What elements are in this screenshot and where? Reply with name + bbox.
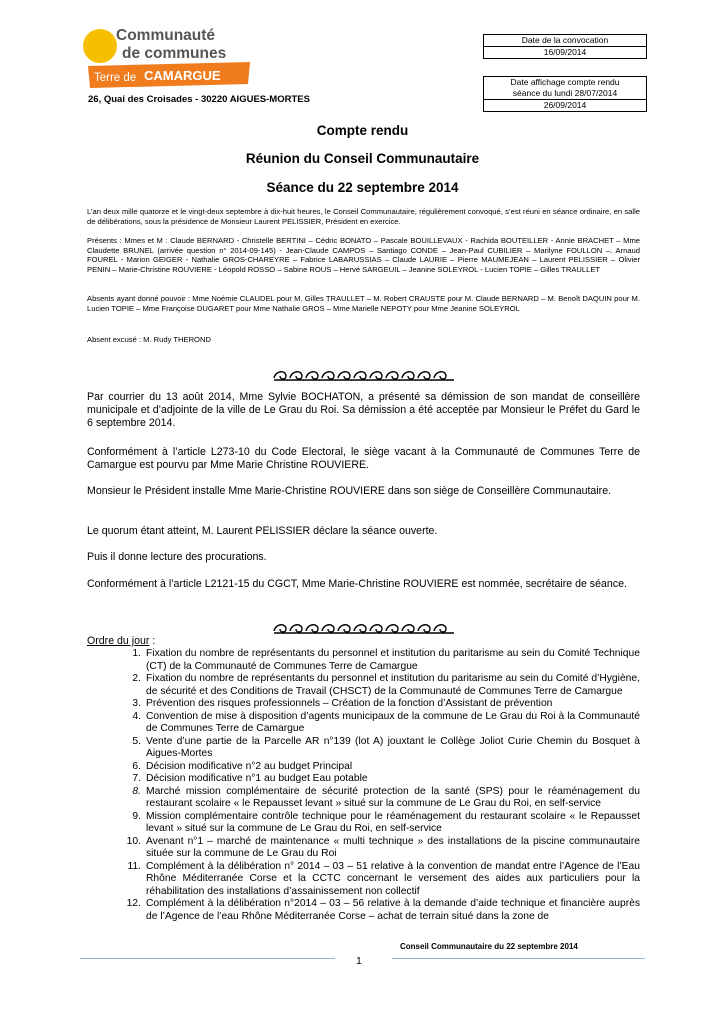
- agenda-item-number: 1.: [132, 648, 141, 659]
- agenda-item: [87, 836, 640, 861]
- agenda-item: [87, 773, 640, 786]
- title-reunion: Réunion du Conseil Communautaire: [245, 151, 480, 166]
- agenda-item-text: Complément à la délibération n° 2014 – 03 – 51 relative à la convention de mandat entre l’Agence de l’Eau Rhône Méditerranée Corse et la CCTC concernant le versement des aides aux particuliers pour la réhabilitation des installations d’assainissement non collectif: [146, 860, 640, 897]
- agenda-item-text: Convention de mise à disposition d’agents municipaux de la commune de Le Grau du Roi à la Communauté de Communes Terre de Camargue: [146, 710, 640, 734]
- paragraph-siege-vacant: Conformément à l’article L273-10 du Code Electoral, le siège vacant à la Communauté de Communes Terre de Camargue est pourvu par Mme Marie Christine ROUVIERE.: [87, 446, 640, 471]
- agenda-item: [87, 673, 640, 698]
- paragraph-demission: Par courrier du 13 août 2014, Mme Sylvie BOCHATON, a présenté sa démission de son mandat de conseillère municipale et d’adjointe de la ville de Le Grau du Roi. Sa démission a été acceptée par Monsieur le Préfet du Gard le 6 septembre 2014.: [87, 391, 640, 429]
- intro-opening: L’an deux mille quatorze et le vingt-deux septembre à dix-huit heures, le Conseil Communautaire, régulièrement convoqué, s’est réuni en séance ordinaire, en salle de délibérations, sous la présidence de Monsieur Laurent PELISSIER, Président en exercice.: [87, 207, 640, 226]
- agenda-item-text: Complément à la délibération n°2014 – 03 – 56 relative à la demande d’aide technique et financière auprès de l’Agence de l’eau Rhône Méditerranée Corse – achat de terrain situé dans la zone de: [146, 898, 640, 922]
- footer-title: Conseil Communautaire du 22 septembre 2014: [400, 942, 578, 951]
- convocation-label: Date de la convocation: [484, 35, 646, 47]
- agenda-item: [87, 736, 640, 761]
- agenda-item-number: 12.: [126, 898, 141, 909]
- communaute-logo: [80, 24, 252, 90]
- footer-rule-right: [392, 958, 645, 959]
- footer-rule-left: [80, 958, 335, 959]
- agenda-item-text: Mission complémentaire contrôle technique pour le réaménagement du restaurant scolaire « le Repausset levant » situé sur la commune de Le Grau du Roi, en self-service: [146, 810, 640, 834]
- agenda-heading: [87, 635, 155, 647]
- agenda-item-number: 5.: [132, 735, 141, 747]
- affichage-label-2: séance du lundi 28/07/2014: [484, 88, 646, 100]
- title-seance: Séance du 22 septembre 2014: [266, 180, 459, 195]
- intro-presents: Présents : Mmes et M : Claude BERNARD - Christelle BERTINI – Cédric BONATO – Pascale BOUILLEVAUX - Rachida BOUTEILLER - Annie BRACHET – Mme Claudette BRUNEL (arrivée question n° 2014-09-145) - Jean-Claude CAMPOS – Santiago CONDE – Jean-Paul CUBILIER – Marilyne FOULLON –. Arnaud FOUREL - Marion GEIGER - Nathalie GROS-CHAREYRE – Fabrice LABARUSSIAS – Claude LAURIE – Pierre MAUMEJEAN – Laurent PELISSIER – Olivier PENIN – Marie-Christine ROUVIERE - Léopold ROSSO – Sabine ROUS – Hervé SARGEUIL – Jeanine SOLEYROL - Lucien TOPIE – Gilles TRAULLET: [87, 236, 640, 274]
- agenda-item-text: Décision modificative n°2 au budget Principal: [146, 760, 353, 772]
- convocation-date: 16/09/2014: [543, 47, 587, 57]
- title-compte-rendu: Compte rendu: [316, 123, 409, 138]
- paragraph-procurations: Puis il donne lecture des procurations.: [87, 551, 267, 563]
- agenda-label-suffix: :: [149, 635, 156, 647]
- address: 26, Quai des Croisades - 30220 AIGUES-MORTES: [88, 94, 310, 105]
- agenda-item-text: Décision modificative n°1 au budget Eau potable: [146, 773, 368, 784]
- logo-line1: Communauté: [116, 27, 216, 44]
- logo-line3b: CAMARGUE: [144, 68, 221, 83]
- agenda-item-text: Prévention des risques professionnels – Création de la fonction d’Assistant de prévention: [146, 698, 553, 709]
- paragraph-secretaire: Conformément à l’article L2121-15 du CGCT, Mme Marie-Christine ROUVIERE est nommée, secrétaire de séance.: [87, 578, 627, 590]
- agenda-item-number: 8.: [132, 785, 141, 797]
- agenda-item-number: 4.: [132, 710, 141, 722]
- agenda-item-number: 9.: [132, 810, 141, 822]
- paragraph-quorum: Le quorum étant atteint, M. Laurent PELISSIER déclare la séance ouverte.: [87, 525, 438, 537]
- logo-line2: de communes: [122, 45, 227, 62]
- affichage-box: [483, 76, 647, 112]
- agenda-item: [87, 761, 640, 774]
- page-number: 1: [356, 955, 362, 967]
- intro-excuse: Absent excusé : M. Rudy THEROND: [87, 335, 211, 344]
- agenda-item-number: 10.: [126, 835, 141, 847]
- logo-sun-shape: [83, 29, 117, 63]
- agenda-item-text: Fixation du nombre de représentants du personnel et institution du paritarisme au sein du Comité d’Hygiène, de sécurité et des Conditions de Travail (CHSCT) de la Communauté de Communes Terre de Camargue: [146, 673, 640, 697]
- agenda-item-number: 7.: [132, 773, 141, 784]
- agenda-item-number: 3.: [132, 698, 141, 709]
- convocation-box: [483, 34, 647, 59]
- agenda-item: [87, 648, 640, 673]
- agenda-item: [87, 811, 640, 836]
- intro-pouvoirs: Absents ayant donné pouvoir : Mme Noémie CLAUDEL pour M. Gilles TRAULLET – M. Robert CRAUSTE pour M. Claude BERNARD – M. Benoît DAQUIN pour M. Lucien TOPIE – Mme Françoise DUGARET pour Mme Nathalie GROS – Mme Marielle NEPOTY pour Mme Jeanine SOLEYROL: [87, 294, 640, 313]
- agenda-item-number: 6.: [132, 760, 141, 772]
- affichage-date: 26/09/2014: [543, 100, 587, 110]
- affichage-label-1: Date affichage compte rendu: [510, 77, 620, 87]
- agenda-list: [87, 648, 640, 923]
- agenda-item-text: Avenant n°1 – marché de maintenance « multi technique » des installations de la piscine communautaire située sur la commune de Le Grau du Roi: [146, 835, 640, 859]
- agenda-item-text: Marché mission complémentaire de sécurité protection de la santé (SPS) pour le réaménagement du restaurant scolaire « le Repausset levant » situé sur la commune de Le Grau du Roi, en self-service: [146, 785, 640, 809]
- ornament-divider: [272, 364, 457, 384]
- agenda-item-number: 2.: [132, 673, 141, 684]
- agenda-item: [87, 698, 640, 711]
- agenda-item-text: Fixation du nombre de représentants du personnel et institution du paritarisme au sein du Comité Technique (CT) de la Communauté de Communes Terre de Camargue: [146, 648, 640, 672]
- agenda-item: [87, 711, 640, 736]
- paragraph-installation: Monsieur le Président installe Mme Marie-Christine ROUVIERE dans son siège de Conseillère Communautaire.: [87, 485, 612, 497]
- agenda-item: [87, 786, 640, 811]
- agenda-item: [87, 861, 640, 899]
- agenda-item-number: 11.: [127, 860, 141, 872]
- agenda-item: [87, 898, 640, 923]
- agenda-item-text: Vente d’une partie de la Parcelle AR n°139 (lot A) jouxtant le Collège Joliot Curie Chemin du Bosquet à Aigues-Mortes: [146, 735, 640, 759]
- agenda-label: Ordre du jour: [87, 635, 150, 647]
- ornament-divider-2: [272, 617, 457, 637]
- logo-line3a: Terre de: [94, 72, 137, 84]
